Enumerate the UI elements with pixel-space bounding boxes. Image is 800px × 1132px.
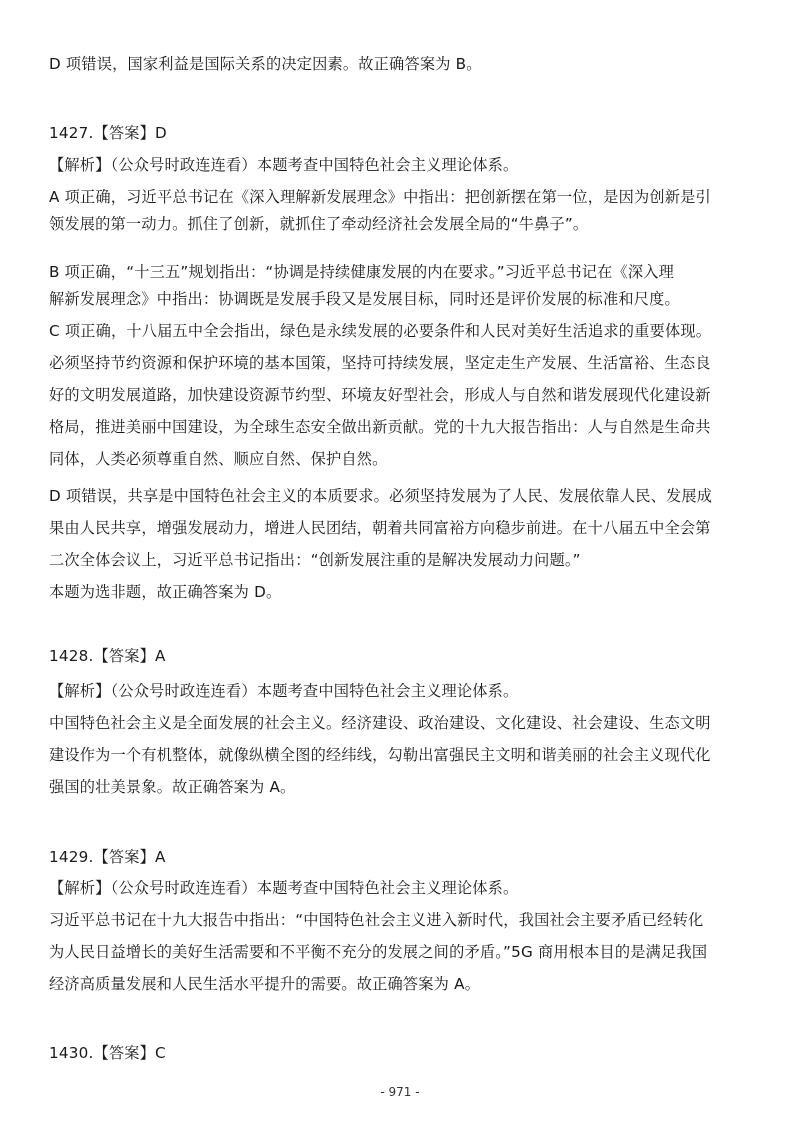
text-line: 领发展的第一动力。抓住了创新，就抓住了牵动经济社会发展全局的“牛鼻子”。: [49, 215, 589, 233]
text-line: 为人民日益增长的美好生活需要和不平衡不充分的发展之间的矛盾。”5G 商用根本目的是满足我国: [49, 943, 708, 961]
text-line: 好的文明发展道路，加快建设资源节约型、环境友好型社会，形成人与自然和谐发展现代化建设新: [49, 386, 711, 404]
text-line: 建设作为一个有机整体，就像纵横全图的经纬线，勾勒出富强民主文明和谐美丽的社会主义现代化: [49, 746, 711, 764]
text-line: D 项错误，国家利益是国际关系的决定因素。故正确答案为 B。: [49, 55, 482, 73]
page-number: - 971 -: [380, 1085, 420, 1099]
document-page: [49, 0, 759, 1132]
text-line: 习近平总书记在十九大报告中指出：“中国特色社会主义进入新时代，我国社会主要矛盾已经转化: [49, 911, 704, 929]
text-line: 格局，推进美丽中国建设，为全球生态安全做出新贡献。党的十九大报告指出：人与自然是生命共: [49, 418, 711, 436]
text-line: 经济高质量发展和人民生活水平提升的需要。故正确答案为 A。: [49, 975, 481, 993]
analysis-line: 【解析】（公众号时政连连看）本题考查中国特色社会主义理论体系。: [49, 879, 519, 897]
text-line: B 项正确，“十三五”规划指出：“协调是持续健康发展的内在要求。”习近平总书记在《深入理: [49, 263, 675, 281]
text-line: C 项正确，十八届五中全会指出，绿色是永续发展的必要条件和人民对美好生活追求的重要体现。: [49, 322, 712, 340]
answer-heading-1429: 1429.【答案】A: [49, 848, 166, 866]
answer-heading-1430: 1430.【答案】C: [49, 1044, 166, 1062]
text-line: 本题为选非题，故正确答案为 D。: [49, 583, 282, 601]
analysis-line: 【解析】（公众号时政连连看）本题考查中国特色社会主义理论体系。: [49, 682, 519, 700]
text-line: A 项正确，习近平总书记在《深入理解新发展理念》中指出：把创新摆在第一位，是因为创新是引: [49, 188, 711, 206]
text-line: 必须坚持节约资源和保护环境的基本国策，坚持可持续发展，坚定走生产发展、生活富裕、生态良: [49, 354, 711, 372]
answer-heading-1427: 1427.【答案】D: [49, 124, 167, 142]
text-line: 解新发展理念》中指出：协调既是发展手段又是发展目标，同时还是评价发展的标准和尺度。: [49, 290, 680, 308]
text-line: 同体，人类必须尊重自然、顺应自然、保护自然。: [49, 450, 388, 468]
text-line: 二次全体会议上，习近平总书记指出：“创新发展注重的是解决发展动力问题。”: [49, 551, 581, 569]
text-line: 强国的壮美景象。故正确答案为 A。: [49, 778, 296, 796]
text-line: 中国特色社会主义是全面发展的社会主义。经济建设、政治建设、文化建设、社会建设、生态文明: [49, 714, 711, 732]
analysis-line: 【解析】（公众号时政连连看）本题考查中国特色社会主义理论体系。: [49, 156, 519, 174]
text-line: D 项错误，共享是中国特色社会主义的本质要求。必须坚持发展为了人民、发展依靠人民、发展成: [49, 487, 713, 505]
text-line: 果由人民共享，增强发展动力，增进人民团结，朝着共同富裕方向稳步前进。在十八届五中全会第: [49, 519, 711, 537]
answer-heading-1428: 1428.【答案】A: [49, 647, 166, 665]
